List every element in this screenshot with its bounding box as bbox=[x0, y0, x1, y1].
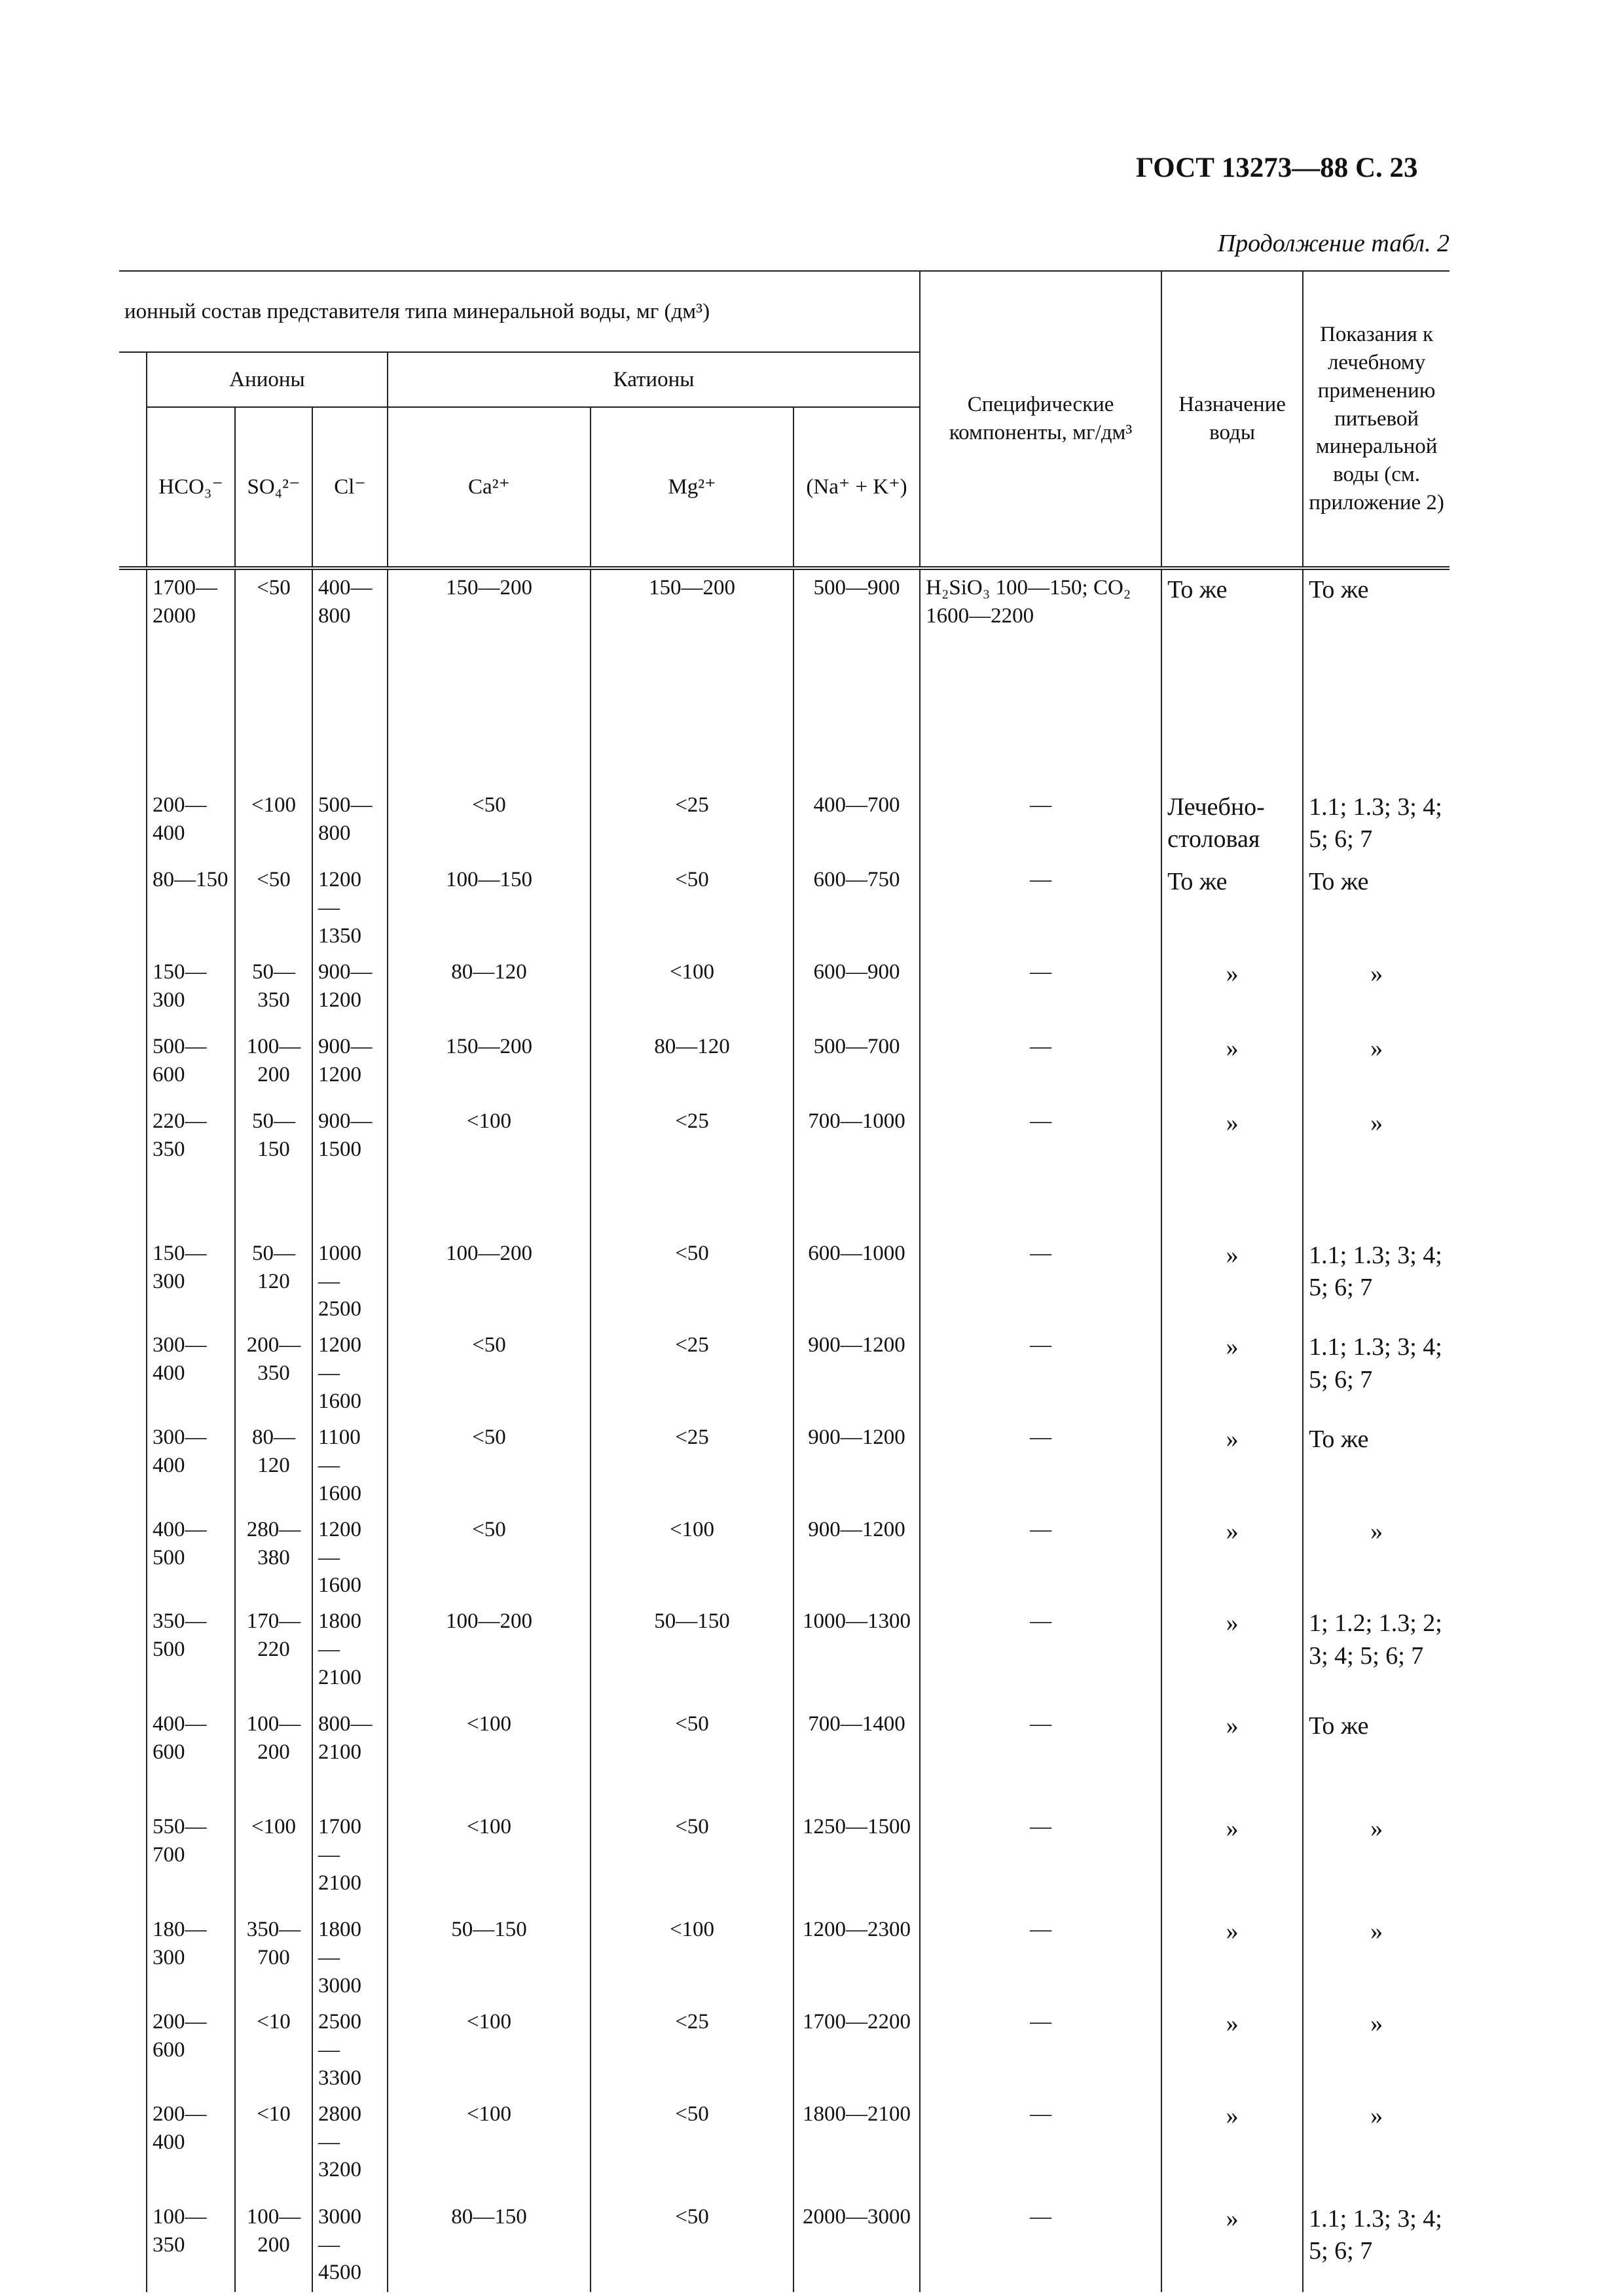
table-row bbox=[119, 862, 1450, 954]
gap-cell bbox=[119, 787, 147, 862]
mg-cell: <50 bbox=[591, 862, 793, 954]
so4-cell: 280—380 bbox=[235, 1512, 312, 1604]
hco3-cell: 400—600 bbox=[147, 1706, 235, 1809]
gap-cell bbox=[119, 2096, 147, 2199]
specific-cell: — bbox=[920, 1912, 1161, 2004]
purpose-cell: » bbox=[1161, 1236, 1303, 1328]
ca-cell: <100 bbox=[388, 2004, 591, 2096]
table-continuation-label: Продолжение табл. 2 bbox=[1217, 230, 1450, 257]
ca-cell: <100 bbox=[388, 1103, 591, 1236]
ca-cell: <100 bbox=[388, 1706, 591, 1809]
specific-cell: — bbox=[920, 1029, 1161, 1103]
indications-cell: 1.1; 1.3; 3; 4; 5; 6; 7 bbox=[1303, 787, 1450, 862]
so4-cell: 50—150 bbox=[235, 1103, 312, 1236]
table-row bbox=[119, 2096, 1450, 2199]
indications-cell: » bbox=[1303, 1512, 1450, 1604]
indications-cell: 1.1; 1.3; 3; 4; 5; 6; 7 bbox=[1303, 1236, 1450, 1328]
indications-cell: » bbox=[1303, 2004, 1450, 2096]
cl-cell: 1200—1600 bbox=[312, 1512, 388, 1604]
mineral-water-table bbox=[119, 270, 1450, 2292]
ca-cell: 150—200 bbox=[388, 1029, 591, 1103]
hco3-cell: 150—300 bbox=[147, 954, 235, 1029]
ca-cell: 150—200 bbox=[388, 568, 591, 787]
specific-cell: H₂SiO₃ 100—150; CO₂ 1600—2200 bbox=[920, 568, 1161, 787]
gap-cell bbox=[119, 1706, 147, 1809]
so4-cell: <50 bbox=[235, 862, 312, 954]
hco3-cell: 180—300 bbox=[147, 1912, 235, 2004]
hco3-cell: 200—400 bbox=[147, 787, 235, 862]
specific-cell: — bbox=[920, 1236, 1161, 1328]
header-gap bbox=[119, 352, 147, 568]
table-row bbox=[119, 568, 1450, 787]
nak-cell: 1000—1300 bbox=[793, 1604, 920, 1706]
cl-cell: 800—2100 bbox=[312, 1706, 388, 1809]
specific-cell: — bbox=[920, 2004, 1161, 2096]
so4-cell: 100—200 bbox=[235, 1029, 312, 1103]
ca-cell: 100—200 bbox=[388, 1604, 591, 1706]
ca-cell: 80—120 bbox=[388, 954, 591, 1029]
indications-cell: » bbox=[1303, 1029, 1450, 1103]
table-row bbox=[119, 1809, 1450, 1912]
mg-cell: <50 bbox=[591, 1236, 793, 1328]
mg-cell: <25 bbox=[591, 1327, 793, 1420]
purpose-cell: » bbox=[1161, 1706, 1303, 1809]
so4-cell: 50—350 bbox=[235, 954, 312, 1029]
table-row bbox=[119, 1029, 1450, 1103]
table-row bbox=[119, 787, 1450, 862]
cl-header: Cl⁻ bbox=[312, 407, 388, 568]
hco3-header: HCO₃⁻ bbox=[147, 407, 235, 568]
gap-cell bbox=[119, 1512, 147, 1604]
mg-cell: <50 bbox=[591, 1809, 793, 1912]
mg-header: Mg²⁺ bbox=[591, 407, 793, 568]
gap-cell bbox=[119, 1029, 147, 1103]
ca-cell: <100 bbox=[388, 2096, 591, 2199]
so4-cell: 100—200 bbox=[235, 1706, 312, 1809]
ca-cell: 50—150 bbox=[388, 1912, 591, 2004]
purpose-cell: Лечебно-столовая bbox=[1161, 787, 1303, 862]
ca-cell: 100—200 bbox=[388, 1236, 591, 1328]
purpose-cell: То же bbox=[1161, 862, 1303, 954]
ca-header: Ca²⁺ bbox=[388, 407, 591, 568]
indications-cell: » bbox=[1303, 1809, 1450, 1912]
ca-cell: <100 bbox=[388, 1809, 591, 1912]
hco3-cell: 500—600 bbox=[147, 1029, 235, 1103]
cl-cell: 1000—2500 bbox=[312, 1236, 388, 1328]
hco3-cell: 350—500 bbox=[147, 1604, 235, 1706]
so4-cell: 200—350 bbox=[235, 1327, 312, 1420]
cl-cell: 2500—3300 bbox=[312, 2004, 388, 2096]
specific-cell: — bbox=[920, 1420, 1161, 1512]
nak-cell: 400—700 bbox=[793, 787, 920, 862]
specific-cell: — bbox=[920, 1512, 1161, 1604]
cl-cell: 2800—3200 bbox=[312, 2096, 388, 2199]
mg-cell: <100 bbox=[591, 1512, 793, 1604]
gap-cell bbox=[119, 2004, 147, 2096]
purpose-cell: » bbox=[1161, 2199, 1303, 2292]
hco3-cell: 100—350 bbox=[147, 2199, 235, 2292]
nak-cell: 600—1000 bbox=[793, 1236, 920, 1328]
table-row bbox=[119, 1327, 1450, 1420]
so4-cell: 100—200 bbox=[235, 2199, 312, 2292]
table-row bbox=[119, 1604, 1450, 1706]
hco3-cell: 80—150 bbox=[147, 862, 235, 954]
purpose-cell: » bbox=[1161, 1029, 1303, 1103]
so4-cell: <100 bbox=[235, 1809, 312, 1912]
nak-cell: 900—1200 bbox=[793, 1420, 920, 1512]
indications-cell: 1.1; 1.3; 3; 4; 5; 6; 7 bbox=[1303, 1327, 1450, 1420]
gap-cell bbox=[119, 862, 147, 954]
hco3-cell: 300—400 bbox=[147, 1420, 235, 1512]
purpose-cell: » bbox=[1161, 1912, 1303, 2004]
mg-cell: <25 bbox=[591, 1420, 793, 1512]
mg-cell: 80—120 bbox=[591, 1029, 793, 1103]
hco3-cell: 200—400 bbox=[147, 2096, 235, 2199]
cl-cell: 1200—1600 bbox=[312, 1327, 388, 1420]
indications-cell: » bbox=[1303, 954, 1450, 1029]
mg-cell: <100 bbox=[591, 954, 793, 1029]
cl-cell: 400—800 bbox=[312, 568, 388, 787]
nak-cell: 900—1200 bbox=[793, 1512, 920, 1604]
indications-cell: То же bbox=[1303, 862, 1450, 954]
purpose-header: Назначение воды bbox=[1161, 271, 1303, 568]
ca-cell: <50 bbox=[388, 1420, 591, 1512]
specific-cell: — bbox=[920, 1103, 1161, 1236]
so4-cell: 80—120 bbox=[235, 1420, 312, 1512]
hco3-cell: 550—700 bbox=[147, 1809, 235, 1912]
mg-cell: <50 bbox=[591, 1706, 793, 1809]
hco3-cell: 200—600 bbox=[147, 2004, 235, 2096]
so4-cell: <10 bbox=[235, 2004, 312, 2096]
cl-cell: 900—1200 bbox=[312, 954, 388, 1029]
nak-cell: 1200—2300 bbox=[793, 1912, 920, 2004]
cl-cell: 1100—1600 bbox=[312, 1420, 388, 1512]
gap-cell bbox=[119, 954, 147, 1029]
so4-cell: <50 bbox=[235, 568, 312, 787]
anions-header: Анионы bbox=[147, 352, 388, 407]
so4-cell: 170—220 bbox=[235, 1604, 312, 1706]
ca-cell: <50 bbox=[388, 1327, 591, 1420]
cl-cell: 900—1500 bbox=[312, 1103, 388, 1236]
purpose-cell: » bbox=[1161, 1512, 1303, 1604]
nak-cell: 500—900 bbox=[793, 568, 920, 787]
indications-cell: » bbox=[1303, 1103, 1450, 1236]
mg-cell: <25 bbox=[591, 1103, 793, 1236]
specific-components-header: Специфические компоненты, мг/дм³ bbox=[920, 271, 1161, 568]
hco3-cell: 400—500 bbox=[147, 1512, 235, 1604]
purpose-cell: » bbox=[1161, 954, 1303, 1029]
hco3-cell: 1700—2000 bbox=[147, 568, 235, 787]
table-row bbox=[119, 1420, 1450, 1512]
cl-cell: 1200—1350 bbox=[312, 862, 388, 954]
mg-cell: <25 bbox=[591, 2004, 793, 2096]
mg-cell: <50 bbox=[591, 2199, 793, 2292]
nak-cell: 600—750 bbox=[793, 862, 920, 954]
so4-cell: <100 bbox=[235, 787, 312, 862]
table-row bbox=[119, 954, 1450, 1029]
indications-cell: 1; 1.2; 1.3; 2; 3; 4; 5; 6; 7 bbox=[1303, 1604, 1450, 1706]
specific-cell: — bbox=[920, 1327, 1161, 1420]
table-row bbox=[119, 1236, 1450, 1328]
purpose-cell: » bbox=[1161, 1604, 1303, 1706]
gap-cell bbox=[119, 1103, 147, 1236]
specific-cell: — bbox=[920, 2096, 1161, 2199]
nak-cell: 1700—2200 bbox=[793, 2004, 920, 2096]
ca-cell: 100—150 bbox=[388, 862, 591, 954]
gap-cell bbox=[119, 568, 147, 787]
nak-cell: 1800—2100 bbox=[793, 2096, 920, 2199]
specific-cell: — bbox=[920, 1706, 1161, 1809]
specific-cell: — bbox=[920, 862, 1161, 954]
nak-cell: 700—1400 bbox=[793, 1706, 920, 1809]
table-row bbox=[119, 1512, 1450, 1604]
nak-cell: 1250—1500 bbox=[793, 1809, 920, 1912]
ca-cell: 80—150 bbox=[388, 2199, 591, 2292]
ca-cell: <50 bbox=[388, 1512, 591, 1604]
indications-cell: То же bbox=[1303, 568, 1450, 787]
cl-cell: 3000—4500 bbox=[312, 2199, 388, 2292]
mg-cell: 50—150 bbox=[591, 1604, 793, 1706]
indications-cell: То же bbox=[1303, 1706, 1450, 1809]
nak-cell: 700—1000 bbox=[793, 1103, 920, 1236]
purpose-cell: » bbox=[1161, 2004, 1303, 2096]
indications-cell: » bbox=[1303, 1912, 1450, 2004]
nak-cell: 900—1200 bbox=[793, 1327, 920, 1420]
purpose-cell: » bbox=[1161, 1420, 1303, 1512]
purpose-cell: » bbox=[1161, 1809, 1303, 1912]
mg-cell: <25 bbox=[591, 787, 793, 862]
cl-cell: 1700—2100 bbox=[312, 1809, 388, 1912]
indications-cell: » bbox=[1303, 2096, 1450, 2199]
indications-header: Показания к лечебному применению питьевой минеральной воды (см. приложение 2) bbox=[1303, 271, 1450, 568]
table-row bbox=[119, 1912, 1450, 2004]
ca-cell: <50 bbox=[388, 787, 591, 862]
purpose-cell: » bbox=[1161, 1327, 1303, 1420]
table-row bbox=[119, 1706, 1450, 1809]
nak-cell: 600—900 bbox=[793, 954, 920, 1029]
gap-cell bbox=[119, 1912, 147, 2004]
table-row bbox=[119, 2004, 1450, 2096]
hco3-cell: 300—400 bbox=[147, 1327, 235, 1420]
specific-cell: — bbox=[920, 787, 1161, 862]
gap-cell bbox=[119, 1604, 147, 1706]
nak-cell: 2000—3000 bbox=[793, 2199, 920, 2292]
purpose-cell: То же bbox=[1161, 568, 1303, 787]
gap-cell bbox=[119, 1420, 147, 1512]
nak-cell: 500—700 bbox=[793, 1029, 920, 1103]
so4-header: SO₄²⁻ bbox=[235, 407, 312, 568]
mg-cell: <100 bbox=[591, 1912, 793, 2004]
cl-cell: 900—1200 bbox=[312, 1029, 388, 1103]
ionic-composition-header: ионный состав представителя типа минеральной воды, мг (дм³) bbox=[119, 271, 920, 352]
table-body bbox=[119, 568, 1450, 2292]
hco3-cell: 150—300 bbox=[147, 1236, 235, 1328]
table-row bbox=[119, 2199, 1450, 2292]
indications-cell: То же bbox=[1303, 1420, 1450, 1512]
gap-cell bbox=[119, 2199, 147, 2292]
page-header: ГОСТ 13273—88 С. 23 bbox=[1136, 152, 1418, 183]
cl-cell: 1800—3000 bbox=[312, 1912, 388, 2004]
gap-cell bbox=[119, 1236, 147, 1328]
hco3-cell: 220—350 bbox=[147, 1103, 235, 1236]
so4-cell: 50—120 bbox=[235, 1236, 312, 1328]
specific-cell: — bbox=[920, 2199, 1161, 2292]
specific-cell: — bbox=[920, 954, 1161, 1029]
so4-cell: <10 bbox=[235, 2096, 312, 2199]
indications-cell: 1.1; 1.3; 3; 4; 5; 6; 7 bbox=[1303, 2199, 1450, 2292]
mg-cell: 150—200 bbox=[591, 568, 793, 787]
cl-cell: 1800—2100 bbox=[312, 1604, 388, 1706]
purpose-cell: » bbox=[1161, 2096, 1303, 2199]
nak-header: (Na⁺ + K⁺) bbox=[793, 407, 920, 568]
cations-header: Катионы bbox=[388, 352, 920, 407]
gap-cell bbox=[119, 1809, 147, 1912]
specific-cell: — bbox=[920, 1604, 1161, 1706]
specific-cell: — bbox=[920, 1809, 1161, 1912]
table-row bbox=[119, 1103, 1450, 1236]
purpose-cell: » bbox=[1161, 1103, 1303, 1236]
gap-cell bbox=[119, 1327, 147, 1420]
mg-cell: <50 bbox=[591, 2096, 793, 2199]
cl-cell: 500—800 bbox=[312, 787, 388, 862]
so4-cell: 350—700 bbox=[235, 1912, 312, 2004]
